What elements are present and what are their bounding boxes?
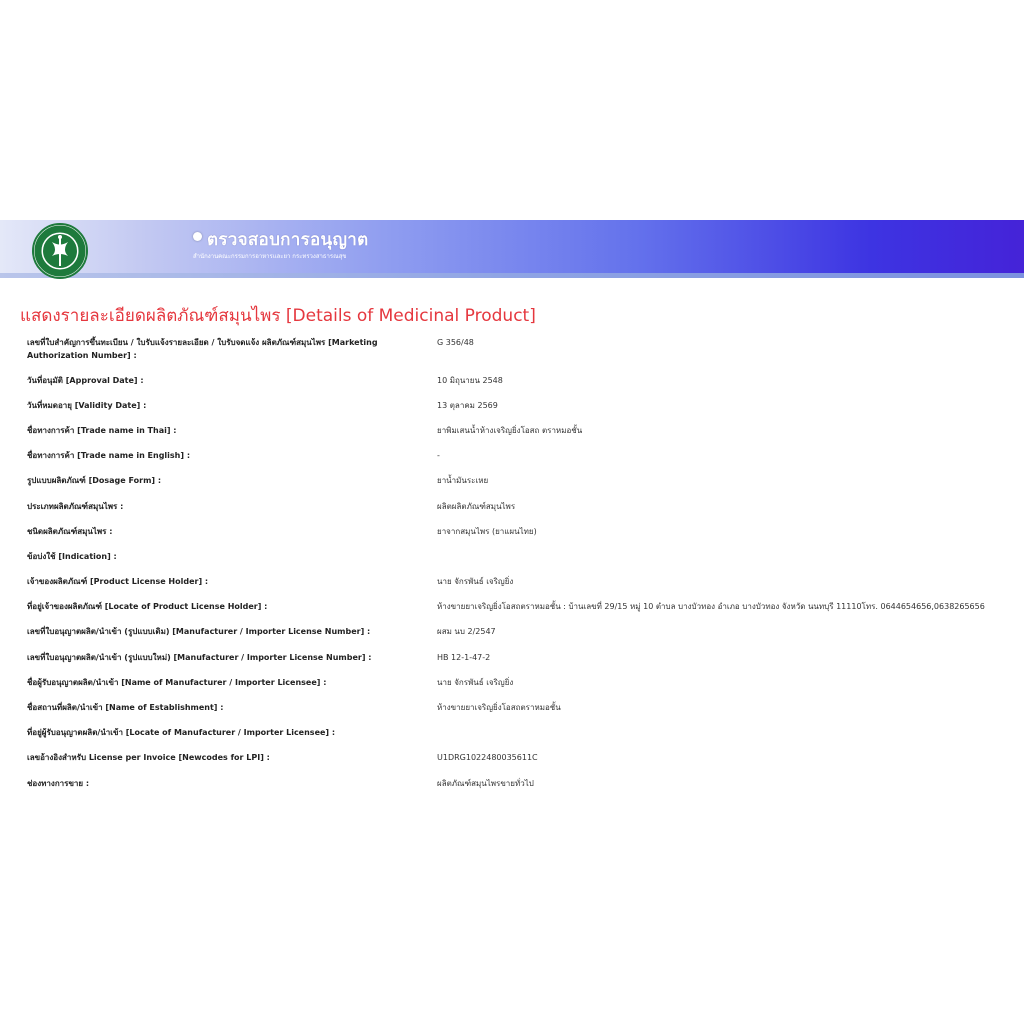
page-heading: แสดงรายละเอียดผลิตภัณฑ์สมุนไพร [Details of Medicinal Product] bbox=[20, 306, 536, 326]
detail-label: ข้อบ่งใช้ [Indication] : bbox=[27, 552, 117, 561]
detail-value: ยาจากสมุนไพร (ยาแผนไทย) bbox=[437, 527, 537, 536]
detail-label: ที่อยู่เจ้าของผลิตภัณฑ์ [Locate of Product License Holder] : bbox=[27, 602, 268, 611]
title-bullet-icon bbox=[193, 232, 202, 241]
detail-value: ห้างขายยาเจริญยิ่งโอสถตราหมอชั้น : บ้านเลขที่ 29/15 หมู่ 10 ตำบล บางบัวทอง อำเภอ บางบัวทอง จังหวัด นนทบุรี 11110โทร. 0644654656,0638265656 bbox=[437, 602, 985, 611]
detail-value: 13 ตุลาคม 2569 bbox=[437, 401, 498, 410]
detail-label: เลขที่ใบอนุญาตผลิต/นำเข้า (รูปแบบเดิม) [Manufacturer / Importer License Number] : bbox=[27, 627, 371, 636]
detail-value: ยาน้ำมันระเหย bbox=[437, 476, 489, 485]
detail-value: 10 มิถุนายน 2548 bbox=[437, 376, 503, 385]
detail-label: ที่อยู่ผู้รับอนุญาตผลิต/นำเข้า [Locate of Manufacturer / Importer Licensee] : bbox=[27, 728, 336, 737]
header-divider bbox=[0, 273, 1024, 278]
detail-value: ยาพิมเสนน้ำห้างเจริญยิ่งโอสถ ตราหมอชั้น bbox=[437, 426, 583, 435]
detail-label: ชนิดผลิตภัณฑ์สมุนไพร : bbox=[27, 527, 113, 536]
detail-label: เลขที่ใบอนุญาตผลิต/นำเข้า (รูปแบบใหม่) [Manufacturer / Importer License Number] : bbox=[27, 653, 372, 662]
detail-label: ชื่อผู้รับอนุญาตผลิต/นำเข้า [Name of Manufacturer / Importer Licensee] : bbox=[27, 678, 327, 687]
ministry-logo[interactable] bbox=[28, 222, 92, 280]
detail-value: U1DRG1022480035611C bbox=[437, 753, 538, 762]
detail-label: วันที่อนุมัติ [Approval Date] : bbox=[27, 376, 144, 385]
banner-title: ตรวจสอบการอนุญาต bbox=[207, 230, 369, 250]
detail-label: วันที่หมดอายุ [Validity Date] : bbox=[27, 401, 147, 410]
detail-value: ผลิตภัณฑ์สมุนไพรขายทั่วไป bbox=[437, 779, 534, 788]
detail-value: HB 12-1-47-2 bbox=[437, 653, 491, 662]
detail-label: ประเภทผลิตภัณฑ์สมุนไพร : bbox=[27, 502, 124, 511]
detail-label: เลขที่ใบสำคัญการขึ้นทะเบียน / ใบรับแจ้งรายละเอียด / ใบรับจดแจ้ง ผลิตภัณฑ์สมุนไพร [Marketing Authorization Number] : bbox=[27, 338, 378, 360]
detail-label: เจ้าของผลิตภัณฑ์ [Product License Holder] : bbox=[27, 577, 209, 586]
detail-value: ผลิตผลิตภัณฑ์สมุนไพร bbox=[437, 502, 516, 511]
detail-label: ชื่อสถานที่ผลิต/นำเข้า [Name of Establishment] : bbox=[27, 703, 224, 712]
detail-label: รูปแบบผลิตภัณฑ์ [Dosage Form] : bbox=[27, 476, 162, 485]
detail-value: นาย จักรพันธ์ เจริญยิ่ง bbox=[437, 577, 514, 586]
detail-value: นาย จักรพันธ์ เจริญยิ่ง bbox=[437, 678, 514, 687]
detail-label: เลขอ้างอิงสำหรับ License per Invoice [Newcodes for LPI] : bbox=[27, 753, 270, 762]
detail-value: G 356/48 bbox=[437, 338, 474, 347]
detail-value: ผสม นบ 2/2547 bbox=[437, 627, 496, 636]
detail-label: ชื่อทางการค้า [Trade name in Thai] : bbox=[27, 426, 177, 435]
header-banner bbox=[0, 220, 1024, 273]
detail-label: ช่องทางการขาย : bbox=[27, 779, 90, 788]
detail-value: ห้างขายยาเจริญยิ่งโอสถตราหมอชั้น bbox=[437, 703, 561, 712]
detail-label: ชื่อทางการค้า [Trade name in English] : bbox=[27, 451, 191, 460]
detail-value: - bbox=[437, 451, 440, 460]
banner-subtitle: สำนักงานคณะกรรมการอาหารและยา กระทรวงสาธารณสุข bbox=[193, 253, 347, 260]
